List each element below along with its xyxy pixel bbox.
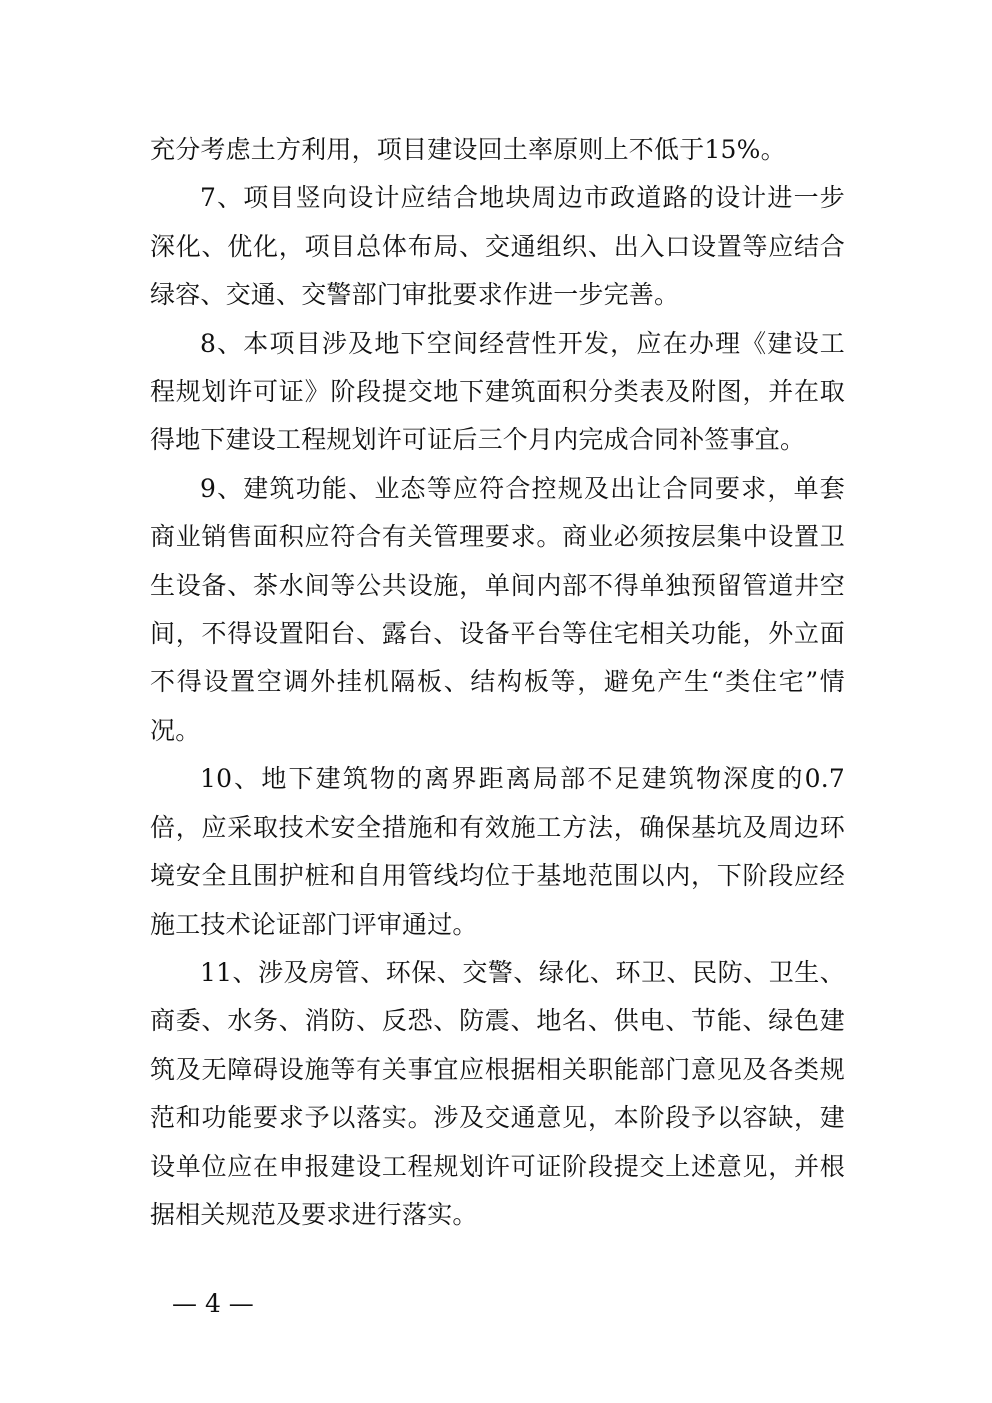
document-body: [150, 126, 845, 1239]
paragraph-continuation: 充分考虑土方利用，项目建设回土率原则上不低于15%。: [150, 135, 786, 164]
page-number: — 4 —: [172, 1289, 254, 1318]
paragraph-item-11: 11、涉及房管、环保、交警、绿化、环卫、民防、卫生、商委、水务、消防、反恐、防震、地名、供电、节能、绿色建筑及无障碍设施等有关事宜应根据相关职能部门意见及各类规范和功能要求予以落实。涉及交通意见，本阶段予以容缺，建设单位应在申报建设工程规划许可证阶段提交上述意见，并根据相关规范及要求进行落实。: [150, 957, 845, 1229]
paragraph-item-10: 10、地下建筑物的离界距离局部不足建筑物深度的0.7倍，应采取技术安全措施和有效施工方法，确保基坑及周边环境安全且围护桩和自用管线均位于基地范围以内，下阶段应经施工技术论证部门评审通过。: [150, 764, 845, 939]
paragraph-item-9: 9、建筑功能、业态等应符合控规及出让合同要求，单套商业销售面积应符合有关管理要求。商业必须按层集中设置卫生设备、茶水间等公共设施，单间内部不得单独预留管道井空间，不得设置阳台、露台、设备平台等住宅相关功能，外立面不得设置空调外挂机隔板、结构板等，避免产生“类住宅”情况。: [150, 473, 845, 745]
paragraph-item-7: 7、项目竖向设计应结合地块周边市政道路的设计进一步深化、优化，项目总体布局、交通组织、出入口设置等应结合绿容、交通、交警部门审批要求作进一步完善。: [150, 183, 845, 310]
paragraph-item-8: 8、本项目涉及地下空间经营性开发，应在办理《建设工程规划许可证》阶段提交地下建筑面积分类表及附图，并在取得地下建设工程规划许可证后三个月内完成合同补签事宜。: [150, 328, 845, 455]
